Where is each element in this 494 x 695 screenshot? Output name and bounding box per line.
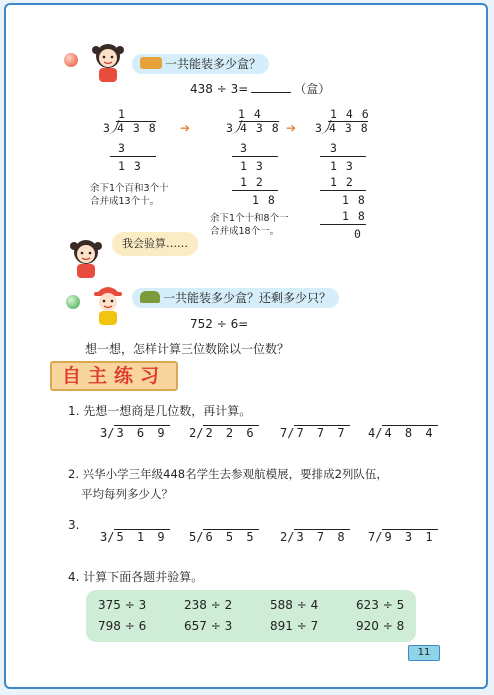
question-bubble-1 [132,54,269,74]
page-number: 11 [408,645,440,661]
calc-item: 920 ÷ 8 [356,619,405,633]
long-division: 2/ 2 2 6 [189,426,257,440]
calc-item: 375 ÷ 3 [98,598,147,612]
long-division: 7/ 9 3 1 [368,530,436,544]
equation-2: 752 ÷ 6= [190,317,249,331]
nest-icon [140,291,160,303]
exercise-1-title: 1. 先想一想商是几位数，再计算。 [68,404,252,418]
calc-item: 238 ÷ 2 [184,598,233,612]
exercise-3-number: 3. [68,518,80,532]
question-bubble-2 [132,288,339,308]
long-division: 5/ 6 5 5 [189,530,257,544]
calc-item: 657 ÷ 3 [184,619,233,633]
long-division: 7/ 7 7 7 [280,426,348,440]
question-text-2: 一共能装多少盒？还剩多少只？ [163,291,332,305]
exercise-4-box [86,590,416,642]
equation-1: 438 ÷ 3= （盒） [190,82,331,96]
note-1: 余下1个百和3个十 合并成13个十。 [90,183,169,207]
exercise-4-title: 4. 计算下面各题并验算。 [68,570,204,584]
arrow-right-icon: ➔ [180,121,191,135]
girl-avatar-icon [88,40,128,84]
red-ball-icon [64,53,78,67]
exercise-2-text: 2. 兴华小学三年级448名学生去参观航模展，要排成2列队伍， 平均每列多少人？ [68,467,388,501]
calc-item: 798 ÷ 6 [98,619,147,633]
note-2: 余下1个十和8个一 合并成18个一。 [210,213,289,237]
long-division: 3/ 5 1 9 [100,530,168,544]
calc-item: 623 ÷ 5 [356,598,405,612]
check-bubble: 我会验算…… [112,232,198,256]
think-prompt: 想一想，怎样计算三位数除以一位数？ [85,342,290,356]
calc-item: 891 ÷ 7 [270,619,319,633]
arrow-right-icon: ➔ [286,121,297,135]
question-text-1: 一共能装多少盒？ [165,57,262,71]
girl-avatar-icon [66,236,106,280]
long-division: 4/ 4 8 4 [368,426,436,440]
green-ball-icon [66,295,80,309]
honey-icon [140,57,162,69]
answer-blank[interactable] [251,92,291,93]
long-division: 2/ 3 7 8 [280,530,348,544]
calc-item: 588 ÷ 4 [270,598,319,612]
section-title: 自主练习 [50,361,178,391]
long-division: 3/ 3 6 9 [100,426,168,440]
boy-avatar-icon [88,280,128,326]
